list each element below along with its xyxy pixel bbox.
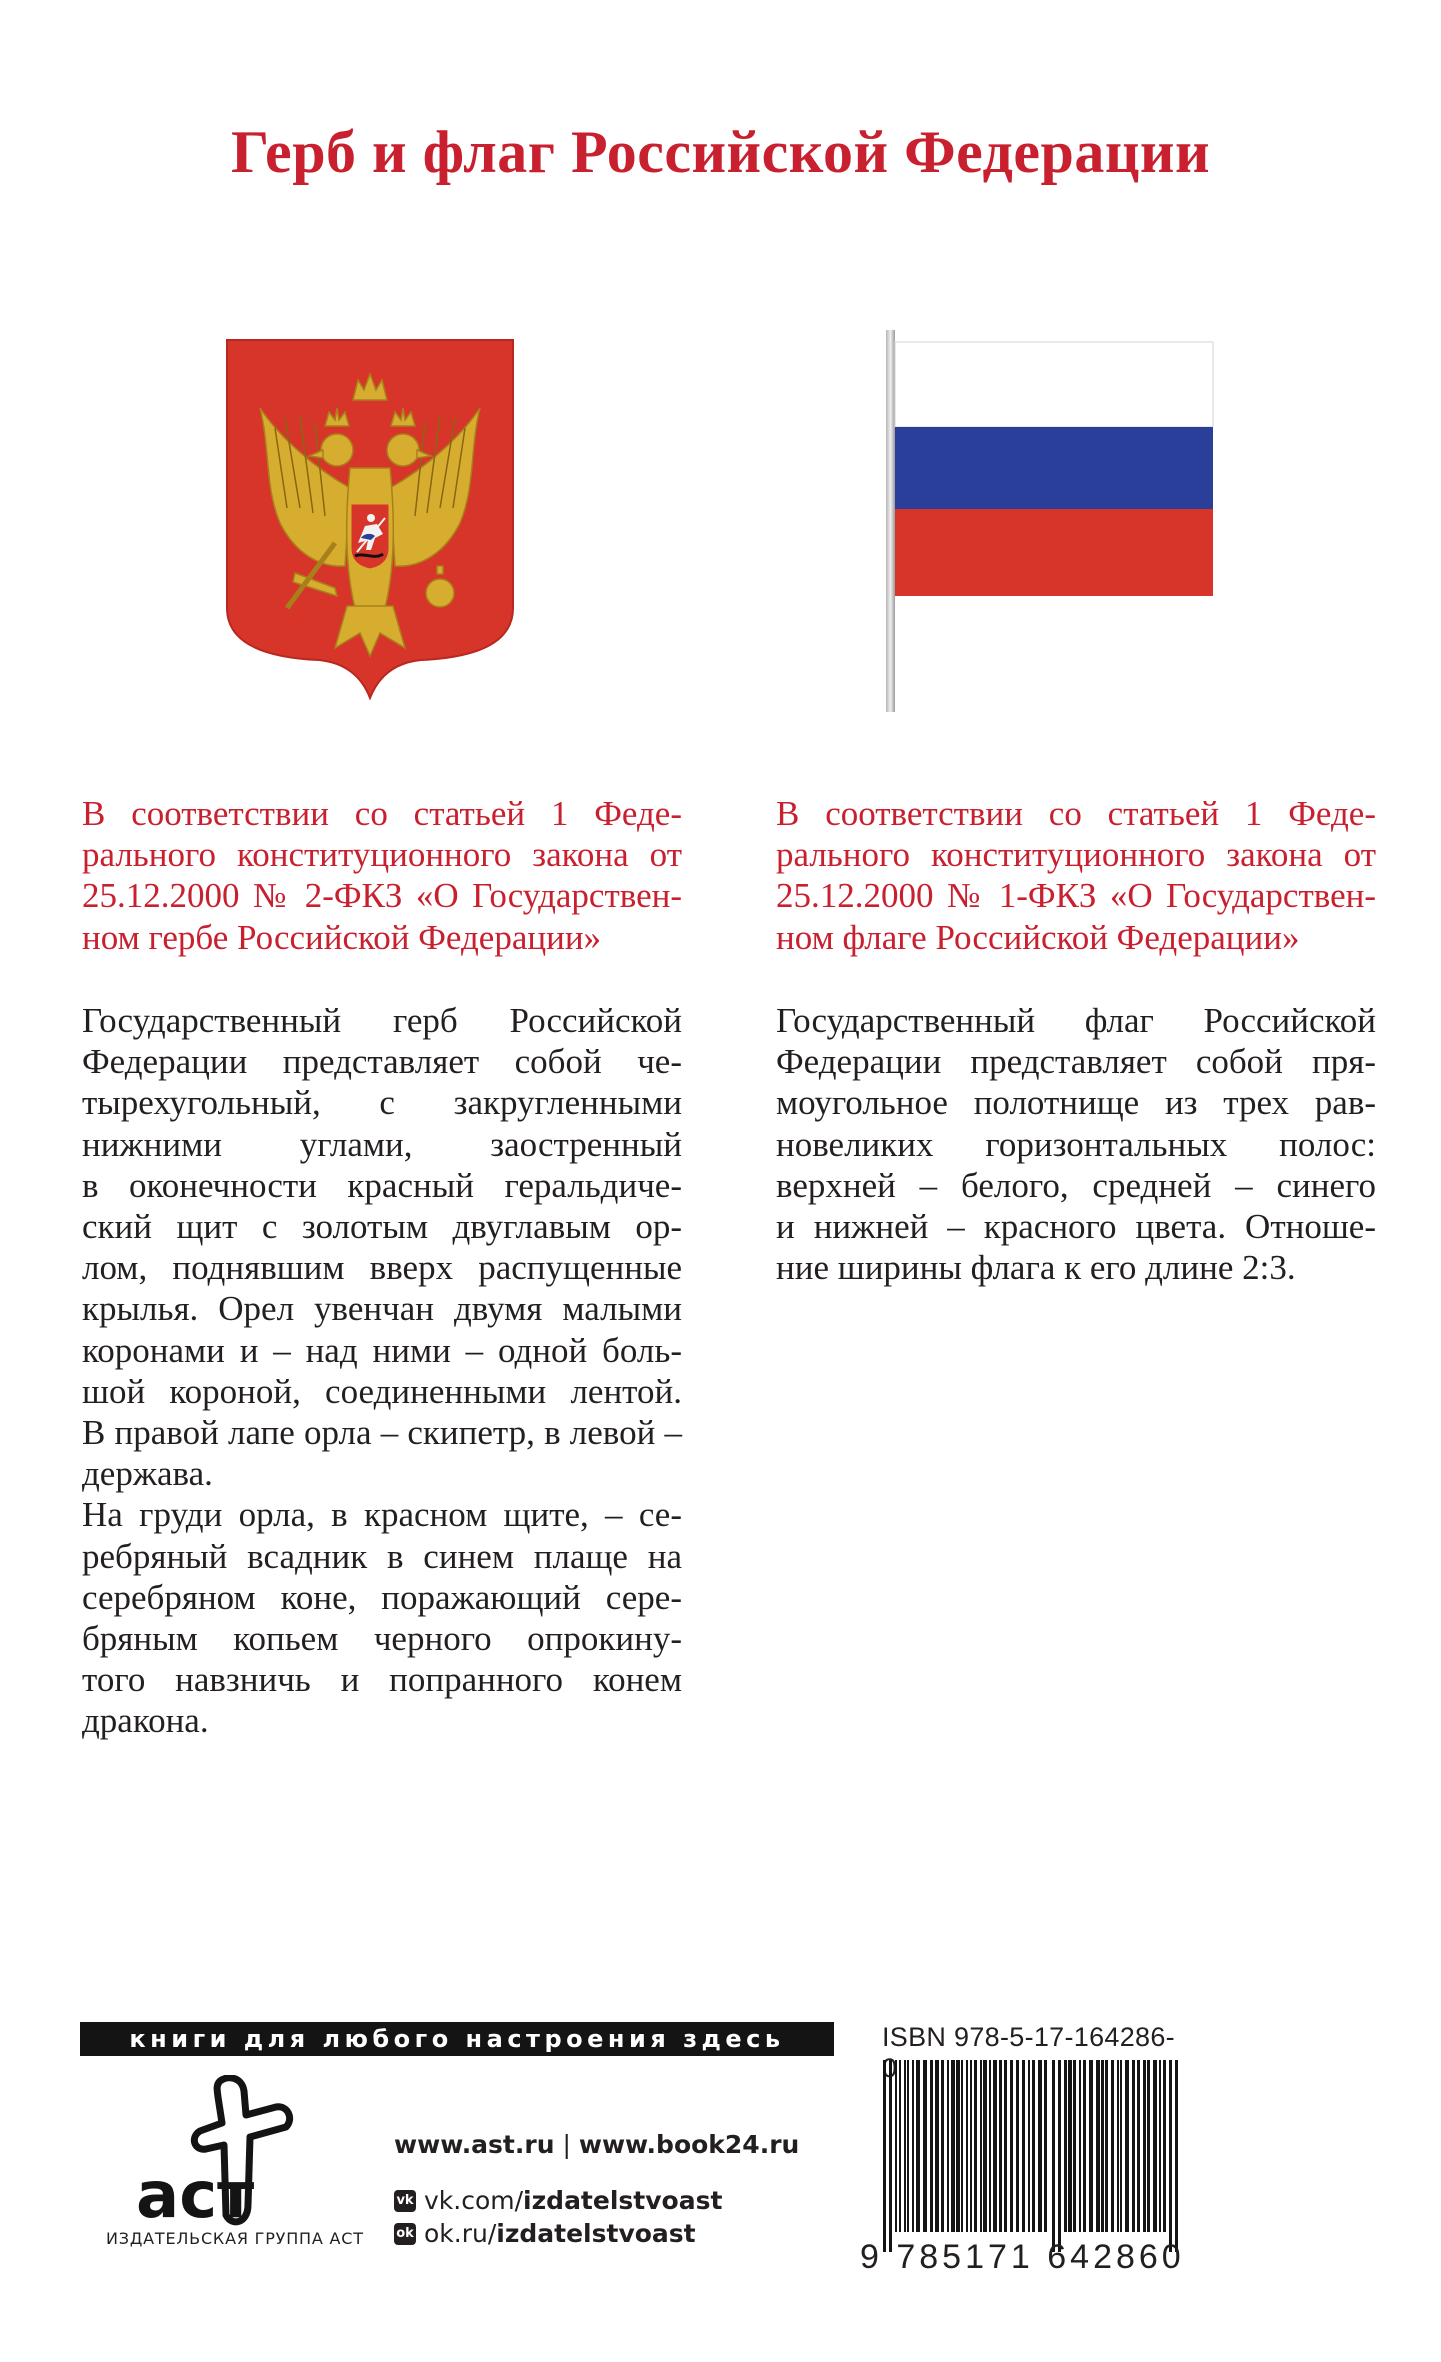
text-line: того навзничь и попранного конем (82, 1660, 682, 1700)
barcode-bar (1143, 2060, 1146, 2232)
text-line: верхней – белого, средней – синего (776, 1165, 1376, 1205)
barcode-bar (1016, 2060, 1019, 2232)
barcode-bar (989, 2060, 991, 2232)
barcode-bar (1111, 2060, 1114, 2232)
barcode-bar (1120, 2060, 1122, 2232)
ok-handle: izdatelstvoast (496, 2219, 696, 2248)
barcode-bar (951, 2060, 955, 2232)
barcode-bar (1083, 2060, 1086, 2232)
coat-of-arms-image (225, 338, 515, 700)
text-line: В правой лапе орла – скипетр, в левой – (82, 1413, 682, 1453)
text-line: рального конституционного закона от (776, 835, 1376, 875)
website-ast-link[interactable]: www.ast.ru (394, 2130, 555, 2159)
text-line: коронами и – над ними – одной боль- (82, 1330, 682, 1370)
text-line: Государственный флаг Российской (776, 1001, 1376, 1040)
barcode-bar (970, 2060, 972, 2232)
text-line: ребряный всадник в синем плаще на (82, 1536, 682, 1576)
page-title: Герб и флаг Российской Федерации (230, 119, 1211, 185)
barcode-bar (1032, 2060, 1035, 2232)
barcode-digits: 9 785171 642860 (860, 2238, 1185, 2276)
vk-link[interactable] (394, 2186, 722, 2215)
text-line: Государственный герб Российской (82, 1001, 682, 1040)
russian-flag-image (868, 330, 1228, 720)
text-line: нижними углами, заостренный (82, 1124, 682, 1164)
flag-description (776, 1000, 1376, 1288)
barcode-bar (895, 2060, 897, 2232)
barcode-bar (1163, 2060, 1166, 2232)
text-line: держава. (82, 1454, 213, 1494)
emblem-description (82, 1000, 682, 1742)
barcode-bar (1038, 2060, 1042, 2232)
text-line: в оконечности красный геральдиче- (82, 1165, 682, 1205)
barcode-bar (1175, 2060, 1178, 2252)
barcode-bar (961, 2060, 963, 2232)
barcode-bar (1153, 2060, 1157, 2232)
barcode-bar (983, 2060, 987, 2232)
barcode-bar (899, 2060, 901, 2232)
barcode-bar (1073, 2060, 1076, 2232)
text-line: рального конституционного закона от (82, 835, 682, 875)
text-line: тырехугольный, с закругленными (82, 1083, 682, 1123)
barcode-bar (935, 2060, 939, 2232)
slogan-ribbon: книги для любого настроения здесь (80, 2022, 834, 2056)
text-line: моугольное полотнище из трех рав- (776, 1083, 1376, 1123)
barcode-bar (1058, 2060, 1061, 2252)
barcode-bar (889, 2060, 892, 2252)
barcode-bar (1068, 2060, 1072, 2232)
barcode-bar (993, 2060, 997, 2232)
barcode-bar (1105, 2060, 1108, 2232)
barcode-bar (1137, 2060, 1140, 2232)
text-line: На груди орла, в красном щите, – се- (82, 1495, 682, 1535)
text-line: дракона. (82, 1701, 209, 1741)
barcode-bar (907, 2060, 909, 2232)
text-line: В соответствии со статьей 1 Феде- (82, 794, 682, 833)
text-line: серебряном коне, поражающий сере- (82, 1577, 682, 1617)
barcode-bar (1079, 2060, 1081, 2232)
isbn-number: ISBN 978-5-17-164286- (882, 2022, 1175, 2052)
odnoklassniki-icon: ok (394, 2223, 416, 2245)
barcode-bar (930, 2060, 933, 2232)
barcode-bar (1010, 2060, 1013, 2232)
text-line: шой короной, соединенными лентой. (82, 1371, 682, 1411)
vk-prefix: vk.com/ (424, 2186, 524, 2215)
barcode-bar (1022, 2060, 1025, 2232)
text-line: 25.12.2000 № 1-ФКЗ «О Государствен- (776, 876, 1376, 916)
barcode-bar (904, 2060, 906, 2232)
website-links (394, 2130, 799, 2159)
barcode-bar (1169, 2060, 1172, 2252)
link-separator: | (562, 2130, 571, 2159)
flagpole (886, 330, 895, 712)
barcode-bar (1125, 2060, 1129, 2232)
emblem-law-reference (82, 793, 682, 958)
text-line: ном гербе Российской Федерации» (82, 917, 602, 957)
barcode-bar (956, 2060, 960, 2232)
text-line: новеликих горизонтальных полос: (776, 1124, 1376, 1164)
barcode-bar (1147, 2060, 1150, 2232)
barcode-bar (980, 2060, 982, 2232)
text-line: лом, поднявшим вверх распущенные (82, 1248, 682, 1288)
barcode-bar (916, 2060, 920, 2232)
text-line: В соответствии со статьей 1 Феде- (776, 794, 1376, 833)
text-line: и нижней – красного цвета. Отноше- (776, 1207, 1376, 1247)
text-line: Федерации представляет собой че- (82, 1042, 682, 1082)
logo-text: аст (136, 2159, 255, 2233)
publisher-caption: ИЗДАТЕЛЬСКАЯ ГРУППА АСТ (106, 2229, 364, 2248)
barcode-bar (941, 2060, 944, 2232)
barcode-bar (1004, 2060, 1007, 2232)
text-line: ский щит с золотым двуглавым ор- (82, 1207, 682, 1247)
barcode-bar (1089, 2060, 1093, 2232)
barcode-bar (1101, 2060, 1104, 2232)
flag-stripe-white (895, 342, 1213, 427)
barcode-bar (923, 2060, 927, 2232)
barcode-bar (1132, 2060, 1135, 2232)
barcode-bar (883, 2060, 886, 2252)
vk-icon: vk (394, 2190, 416, 2212)
barcode-bar (1096, 2060, 1100, 2232)
text-line: Федерации представляет собой пря- (776, 1042, 1376, 1082)
ok-link[interactable] (394, 2219, 696, 2248)
barcode-bar (912, 2060, 914, 2232)
flag-stripe-blue (895, 427, 1213, 509)
vk-handle: izdatelstvoast (523, 2186, 723, 2215)
barcode-bar (1052, 2060, 1055, 2252)
text-line: ние ширины флага к его длине 2:3. (776, 1248, 1296, 1288)
flag-stripe-red (895, 509, 1213, 596)
flag-law-reference (776, 793, 1376, 958)
barcode-bar (974, 2060, 977, 2232)
text-line: ном флаге Российской Федерации» (776, 917, 1300, 957)
barcode-bar (1028, 2060, 1030, 2232)
text-line: бряным копьем черного опрокину- (82, 1619, 682, 1659)
ast-logo (128, 2075, 308, 2235)
ok-prefix: ok.ru/ (424, 2219, 497, 2248)
barcode-bar (1117, 2060, 1119, 2232)
text-line: крылья. Орел увенчан двумя малыми (82, 1289, 682, 1329)
barcode-bar (1159, 2060, 1161, 2232)
barcode-bar (1064, 2060, 1067, 2232)
website-book24-link[interactable]: www.book24.ru (578, 2130, 800, 2159)
barcode-bar (947, 2060, 949, 2232)
barcode-bar (966, 2060, 968, 2232)
text-line: 25.12.2000 № 2-ФКЗ «О Государствен- (82, 876, 682, 916)
barcode-bar (999, 2060, 1002, 2232)
barcode-bar (1044, 2060, 1047, 2232)
